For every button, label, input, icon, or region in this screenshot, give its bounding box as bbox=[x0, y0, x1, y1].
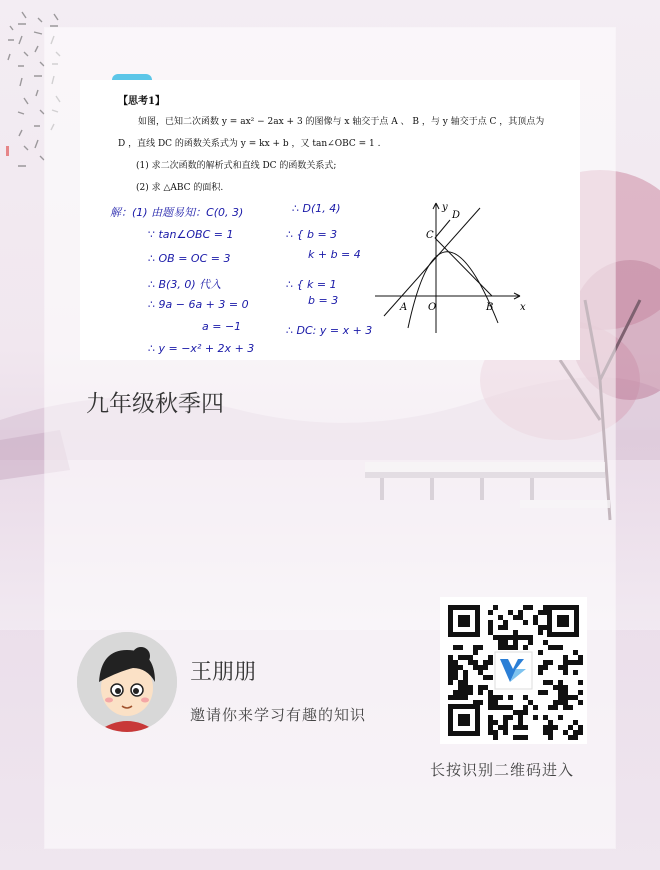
qr-code[interactable] bbox=[440, 597, 587, 744]
solution-line: ∵ tan∠OBC = 1 bbox=[148, 228, 234, 241]
solution-line: ∴ { b = 3 bbox=[286, 228, 338, 241]
question-card[interactable] bbox=[80, 80, 580, 360]
qr-code-image bbox=[440, 597, 587, 744]
graph-label-x: x bbox=[520, 302, 526, 313]
parabola-graph bbox=[370, 198, 530, 338]
solution-line: ∴ DC: y = x + 3 bbox=[286, 324, 373, 337]
solution-line: a = −1 bbox=[202, 320, 242, 333]
author-tagline: 邀请你来学习有趣的知识 bbox=[190, 706, 367, 724]
question-line-2: D ，直线 DC 的函数关系式为 y = kx + b ，又 tan∠OBC = 1 . bbox=[118, 139, 381, 149]
graph-label-y: y bbox=[442, 202, 448, 213]
solution-line: b = 3 bbox=[308, 294, 339, 307]
solution-line: ∴ B(3, 0) 代入 bbox=[148, 278, 222, 291]
question-line-1: 如图，已知二次函数 y = ax² − 2ax + 3 的图像与 x 轴交于点 A 、 B ，与 y 轴交于点 C ，其顶点为 bbox=[138, 117, 545, 127]
question-part-1: (1) 求二次函数的解析式和直线 DC 的函数关系式; bbox=[136, 161, 337, 171]
author-name: 王朋朋 bbox=[190, 660, 257, 685]
question-title: 【思考1】 bbox=[118, 96, 165, 107]
graph-label-C: C bbox=[426, 230, 434, 241]
solution-line: ∴ { k = 1 bbox=[286, 278, 337, 291]
graph-label-A: A bbox=[400, 302, 408, 313]
graph-label-B: B bbox=[486, 302, 494, 313]
avatar[interactable] bbox=[77, 632, 177, 732]
solution-line: ∴ 9a − 6a + 3 = 0 bbox=[148, 298, 249, 311]
solution-line: ∴ OB = OC = 3 bbox=[148, 252, 231, 265]
question-part-2: (2) 求 △ABC 的面积. bbox=[136, 183, 224, 193]
graph-label-D: D bbox=[452, 210, 461, 221]
graph-label-O: O bbox=[428, 302, 437, 313]
solution-line: ∴ D(1, 4) bbox=[292, 202, 341, 215]
solution-line: ∴ y = −x² + 2x + 3 bbox=[148, 342, 255, 355]
solution-line: 解：(1) 由题易知：C(0, 3) bbox=[110, 206, 244, 219]
solution-line: k + b = 4 bbox=[308, 248, 361, 261]
avatar-illustration bbox=[77, 632, 177, 732]
qr-caption: 长按识别二维码进入 bbox=[430, 761, 575, 779]
page-title: 九年级秋季四 bbox=[86, 391, 224, 417]
